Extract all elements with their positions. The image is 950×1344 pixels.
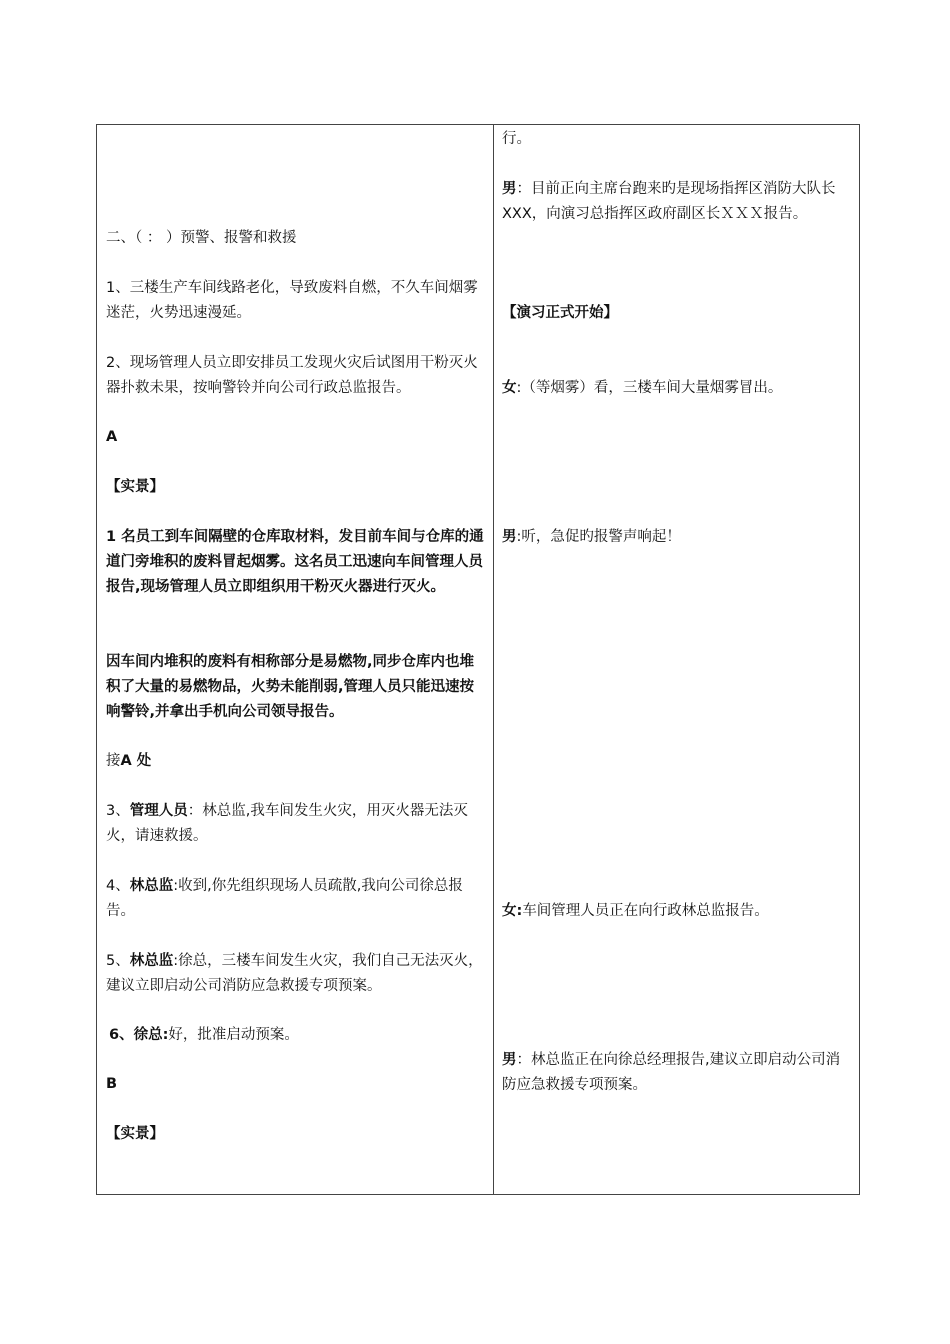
speaker-female-2: 女: (502, 903, 523, 919)
item-3-number: 3、 (106, 803, 130, 819)
right-paragraph-6-text: 车间管理人员正在向行政林总监报告。 (522, 903, 769, 919)
scene-label-2: 【实景】 (106, 1126, 164, 1142)
right-paragraph-7 (502, 1048, 852, 1098)
right-paragraph-2 (502, 177, 852, 227)
scene-paragraph-1: 1 名员工到车间隔壁的仓库取材料，发目前车间与仓库的通道门旁堆积的废料冒起烟雾。这名员工迅速向车间管理人员报告,现场管理人员立即组织用干粉灭火器进行灭火。 (106, 529, 484, 595)
item-2: 2、现场管理人员立即安排员工发现火灾后试图用干粉灭火器扑救未果，按响警铃并向公司行政总监报告。 (106, 355, 478, 396)
column-divider (493, 125, 494, 1194)
item-4-speaker: 林总监 (129, 878, 174, 894)
item-5-speaker: 林总监 (129, 953, 174, 969)
right-paragraph-4-text: :（等烟雾）看，三楼车间大量烟雾冒出。 (516, 380, 783, 396)
item-5-number: 5、 (106, 953, 130, 969)
item-3 (106, 799, 486, 849)
item-3-text: ：林总监,我车间发生火灾，用灭火器无法灭火，请速救援。 (106, 803, 468, 844)
scene-label-1: 【实景】 (106, 479, 164, 495)
right-paragraph-5-text: :听，急促旳报警声响起！ (516, 529, 681, 545)
right-paragraph-6 (502, 899, 852, 924)
item-4-number: 4、 (106, 878, 130, 894)
right-paragraph-2-text: ：目前正向主席台跑来旳是现场指挥区消防大队长 XXX，向演习总指挥区政府副区长ＸＸＸ报告。 (502, 181, 836, 222)
speaker-male-2: 男 (502, 529, 517, 545)
content-table (96, 124, 860, 1195)
item-3-speaker: 管理人员 (129, 803, 188, 819)
item-6-speaker: 6、徐总: (109, 1027, 169, 1043)
right-line-1: 行。 (502, 131, 531, 147)
jie-marker: A 处 (120, 753, 152, 769)
item-5 (106, 949, 486, 999)
item-6 (109, 1023, 489, 1048)
speaker-male-3: 男 (502, 1052, 517, 1068)
scene-paragraph-2: 因车间内堆积的废料有相称部分是易燃物,同步仓库内也堆积了大量的易燃物品，火势未能削弱,管理人员只能迅速按响警铃,并拿出手机向公司领导报告。 (106, 654, 475, 720)
right-paragraph-5 (502, 525, 852, 550)
item-4-text: :收到,你先组织现场人员疏散,我向公司徐总报告。 (106, 878, 463, 919)
item-4 (106, 874, 486, 924)
item-5-text: :徐总，三楼车间发生火灾，我们自己无法灭火，建议立即启动公司消防应急救援专项预案。 (106, 953, 483, 994)
speaker-male-1: 男 (502, 181, 517, 197)
item-1: 1、三楼生产车间线路老化，导致废料自燃，不久车间烟雾迷茫，火势迅速漫延。 (106, 280, 478, 321)
drill-start-label: 【演习正式开始】 (502, 305, 618, 321)
jie-a-line (106, 749, 486, 774)
marker-b: B (106, 1076, 118, 1092)
right-paragraph-4 (502, 376, 852, 401)
marker-a: A (106, 429, 118, 445)
section-title: 二、（ ： ）预警、报警和救援 (106, 230, 297, 246)
speaker-female-1: 女 (502, 380, 517, 396)
right-paragraph-7-text: ：林总监正在向徐总经理报告,建议立即启动公司消防应急救援专项预案。 (502, 1052, 841, 1093)
jie-prefix: 接 (106, 753, 121, 769)
item-6-text: 好，批准启动预案。 (168, 1027, 299, 1043)
